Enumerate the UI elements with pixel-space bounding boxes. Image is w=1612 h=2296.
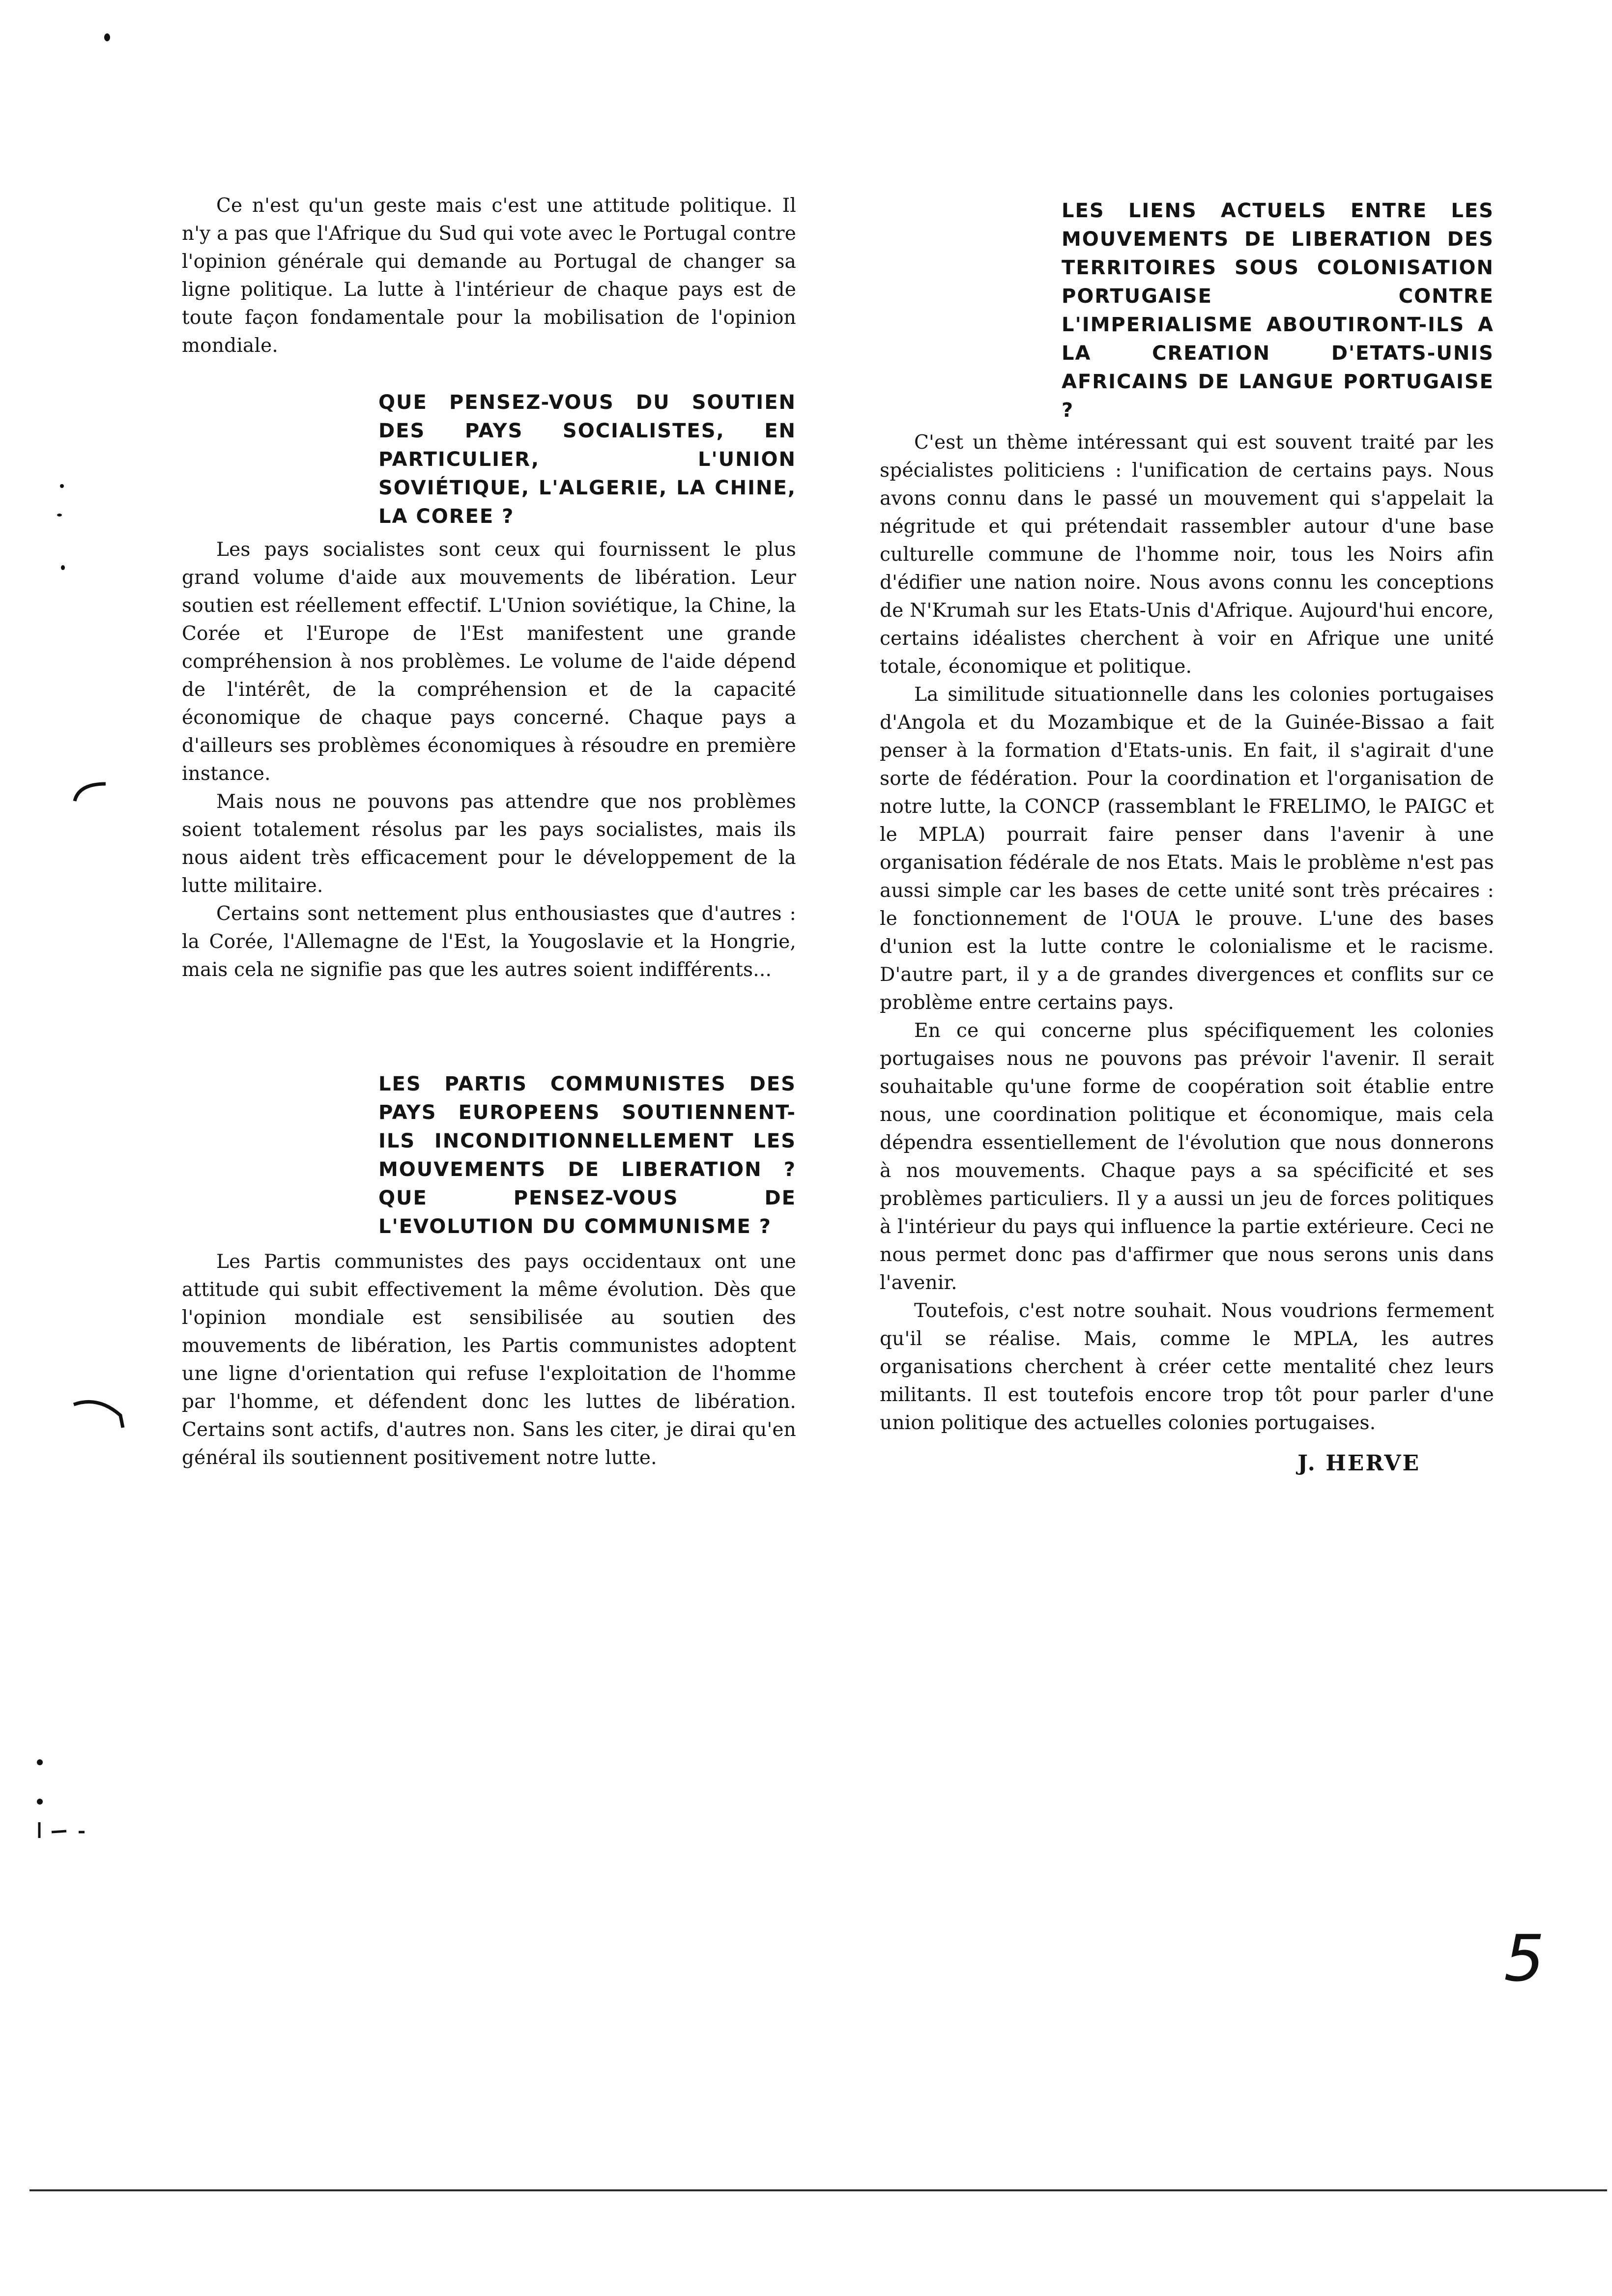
scan-speck [37, 1759, 43, 1765]
scan-speck [60, 484, 64, 488]
question-united-states-of-africa-heading: LES LIENS ACTUELS ENTRE LES MOUVEMENTS DE LIBERATION DES TERRITOIRES SOUS COLONISATION PORTUGAISE CONTRE L'IMPERIALISME ABOUTIRONT-ILS A LA CREATION D'ETATS-UNIS AFRICAINS DE LANGUE PORTUGAISE ? [1062, 200, 1494, 422]
page-number: 5 [1504, 1921, 1545, 1996]
answer-paragraph: Les pays socialistes sont ceux qui fournissent le plus grand volume d'aide aux mouvements de libération. Leur soutien est réellement effectif. L'Union soviétique, la Chine, la Corée et l'Europe de l'Est manifestent une grande compréhension à nos problèmes. Le volume de l'aide dépend de l'intérêt, de la compréhension et de la capacité économique de chaque pays concerné. Chaque pays a d'ailleurs ses problèmes économiques à résoudre en première instance. [182, 539, 796, 785]
scan-speck [57, 514, 62, 517]
intro-paragraph: Ce n'est qu'un geste mais c'est une attitude politique. Il n'y a pas que l'Afrique du Sud qui vote avec le Portugal contre l'opinion générale qui demande au Portugal de changer sa ligne politique. La lutte à l'intérieur de chaque pays est de toute façon fondamentale pour la mobilisation de l'opinion mondiale. [182, 195, 796, 357]
scan-speck [61, 565, 65, 570]
answer-paragraph: Les Partis communistes des pays occidentaux ont une attitude qui subit effectivement la même évolution. Dès que l'opinion mondiale est sensibilisée au soutien des mouvements de libération, les Partis communistes adoptent une ligne d'orientation qui refuse l'exploitation de l'homme par l'homme, et défendent donc les luttes de libération. Certains sont actifs, d'autres non. Sans les citer, je dirai qu'en général ils soutiennent positivement notre lutte. [182, 1251, 796, 1469]
punch-hole-mark [69, 1391, 133, 1450]
question-communist-parties-heading: LES PARTIS COMMUNISTES DES PAYS EUROPEENS SOUTIENNENT-ILS INCONDITIONNELLEMENT LES MOUVEMENTS DE LIBERATION ? QUE PENSEZ-VOUS DE L'EVOLUTION DU COMMUNISME ? [378, 1073, 796, 1238]
footer-rule [29, 2189, 1607, 2191]
right-column [880, 197, 1494, 1476]
question-socialist-countries-heading: QUE PENSEZ-VOUS DU SOUTIEN DES PAYS SOCIALISTES, EN PARTICULIER, L'UNION SOVIÉTIQUE, L'ALGERIE, LA CHINE, LA COREE ? [378, 391, 796, 528]
punch-hole-mark [69, 772, 123, 826]
answer-paragraph: En ce qui concerne plus spécifiquement les colonies portugaises nous ne pouvons pas prévoir l'avenir. Il serait souhaitable qu'une forme de coopération soit établie entre nous, une coordination politique et économique, mais cela dépendra essentiellement de l'évolution que nous donnerons à nos mouvements. Chaque pays a sa spécificité et ses problèmes particuliers. Il y a aussi un jeu de forces politiques à l'intérieur du pays qui influence la partie extérieure. Ceci ne nous permet donc pas d'affirmer que nous serons unis dans l'avenir. [880, 1020, 1494, 1294]
scan-mark [29, 1818, 88, 1848]
answer-paragraph: La similitude situationnelle dans les colonies portugaises d'Angola et du Mozambique et de la Guinée-Bissao a fait penser à la formation d'Etats-unis. En fait, il s'agirait d'une sorte de fédération. Pour la coordination et l'organisation de notre lutte, la CONCP (rassemblant le FRELIMO, le PAIGC et le MPLA) pourrait faire penser dans l'avenir à une organisation fédérale de nos Etats. Mais le problème n'est pas aussi simple car les bases de cette unité sont très précaires : le fonctionnement de l'OUA le prouve. L'une des bases d'union est la lutte contre le colonialisme et le racisme. D'autre part, il y a de grandes divergences et conflits sur ce problème entre certains pays. [880, 684, 1494, 1014]
answer-paragraph: Certains sont nettement plus enthousiastes que d'autres : la Corée, l'Allemagne de l'Est, la Yougoslavie et la Hongrie, mais cela ne signifie pas que les autres soient indifférents... [182, 903, 796, 981]
scan-speck [37, 1799, 43, 1805]
left-column [182, 192, 796, 1472]
answer-paragraph: C'est un thème intéressant qui est souvent traité par les spécialistes politiciens : l'unification de certains pays. Nous avons connu dans le passé un mouvement qui s'appelait la négritude et qui prétendait rassembler autour d'une base culturelle commune de l'homme noir, tous les Noirs afin d'édifier une nation noire. Nous avons connu les conceptions de N'Krumah sur les Etats-Unis d'Afrique. Aujourd'hui encore, certains idéalistes cherchent à voir en Afrique une unité totale, économique et politique. [880, 431, 1494, 678]
scan-speck [104, 33, 110, 41]
author-signature: J. HERVE [1297, 1451, 1420, 1476]
answer-paragraph: Mais nous ne pouvons pas attendre que nos problèmes soient totalement résolus par les pays socialistes, mais ils nous aident très efficacement pour le développement de la lutte militaire. [182, 791, 796, 897]
answer-paragraph: Toutefois, c'est notre souhait. Nous voudrions fermement qu'il se réalise. Mais, comme le MPLA, les autres organisations cherchent à créer cette mentalité chez leurs militants. Il est toutefois encore trop tôt pour parler d'une union politique des actuelles colonies portugaises. [880, 1300, 1494, 1434]
